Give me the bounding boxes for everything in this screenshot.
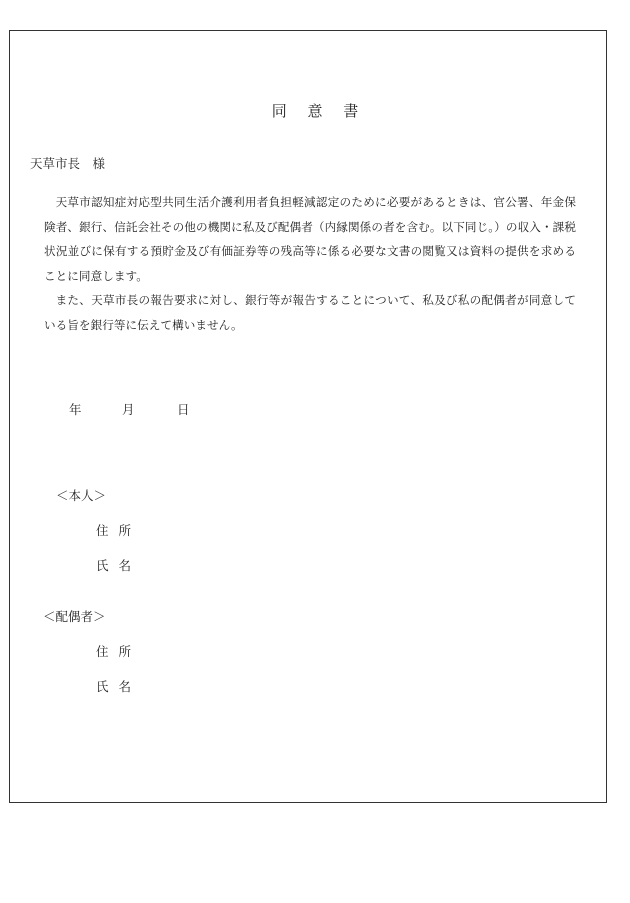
consent-paragraph-2: また、天草市長の報告要求に対し、銀行等が報告することについて、私及び私の配偶者が同意している旨を銀行等に伝えて構いません。 <box>44 293 576 332</box>
principal-section-label: ＜本人＞ <box>56 488 107 503</box>
date-year-label: 年 <box>69 402 82 417</box>
consent-body <box>44 190 576 337</box>
consent-paragraph-1: 天草市認知症対応型共同生活介護利用者負担軽減認定のために必要があるときは、官公署、年金保険者、銀行、信託会社その他の機関に私及び配偶者（内縁関係の者を含む。以下同じ。）の収入・課税状況並びに保有する預貯金及び有価証券等の残高等に係る必要な文書の閲覧又は資料の提供を求めることに同意します。 <box>44 195 576 283</box>
spouse-address-label: 住所 <box>96 644 142 659</box>
document-title: 同 意 書 <box>271 102 367 120</box>
date-day-label: 日 <box>177 402 190 417</box>
principal-address-label: 住所 <box>96 523 142 538</box>
spouse-section-label: ＜配偶者＞ <box>43 609 106 624</box>
principal-name-label: 氏名 <box>96 558 142 573</box>
addressee: 天草市長 様 <box>30 156 106 171</box>
spouse-name-label: 氏名 <box>96 679 142 694</box>
date-month-label: 月 <box>122 402 135 417</box>
